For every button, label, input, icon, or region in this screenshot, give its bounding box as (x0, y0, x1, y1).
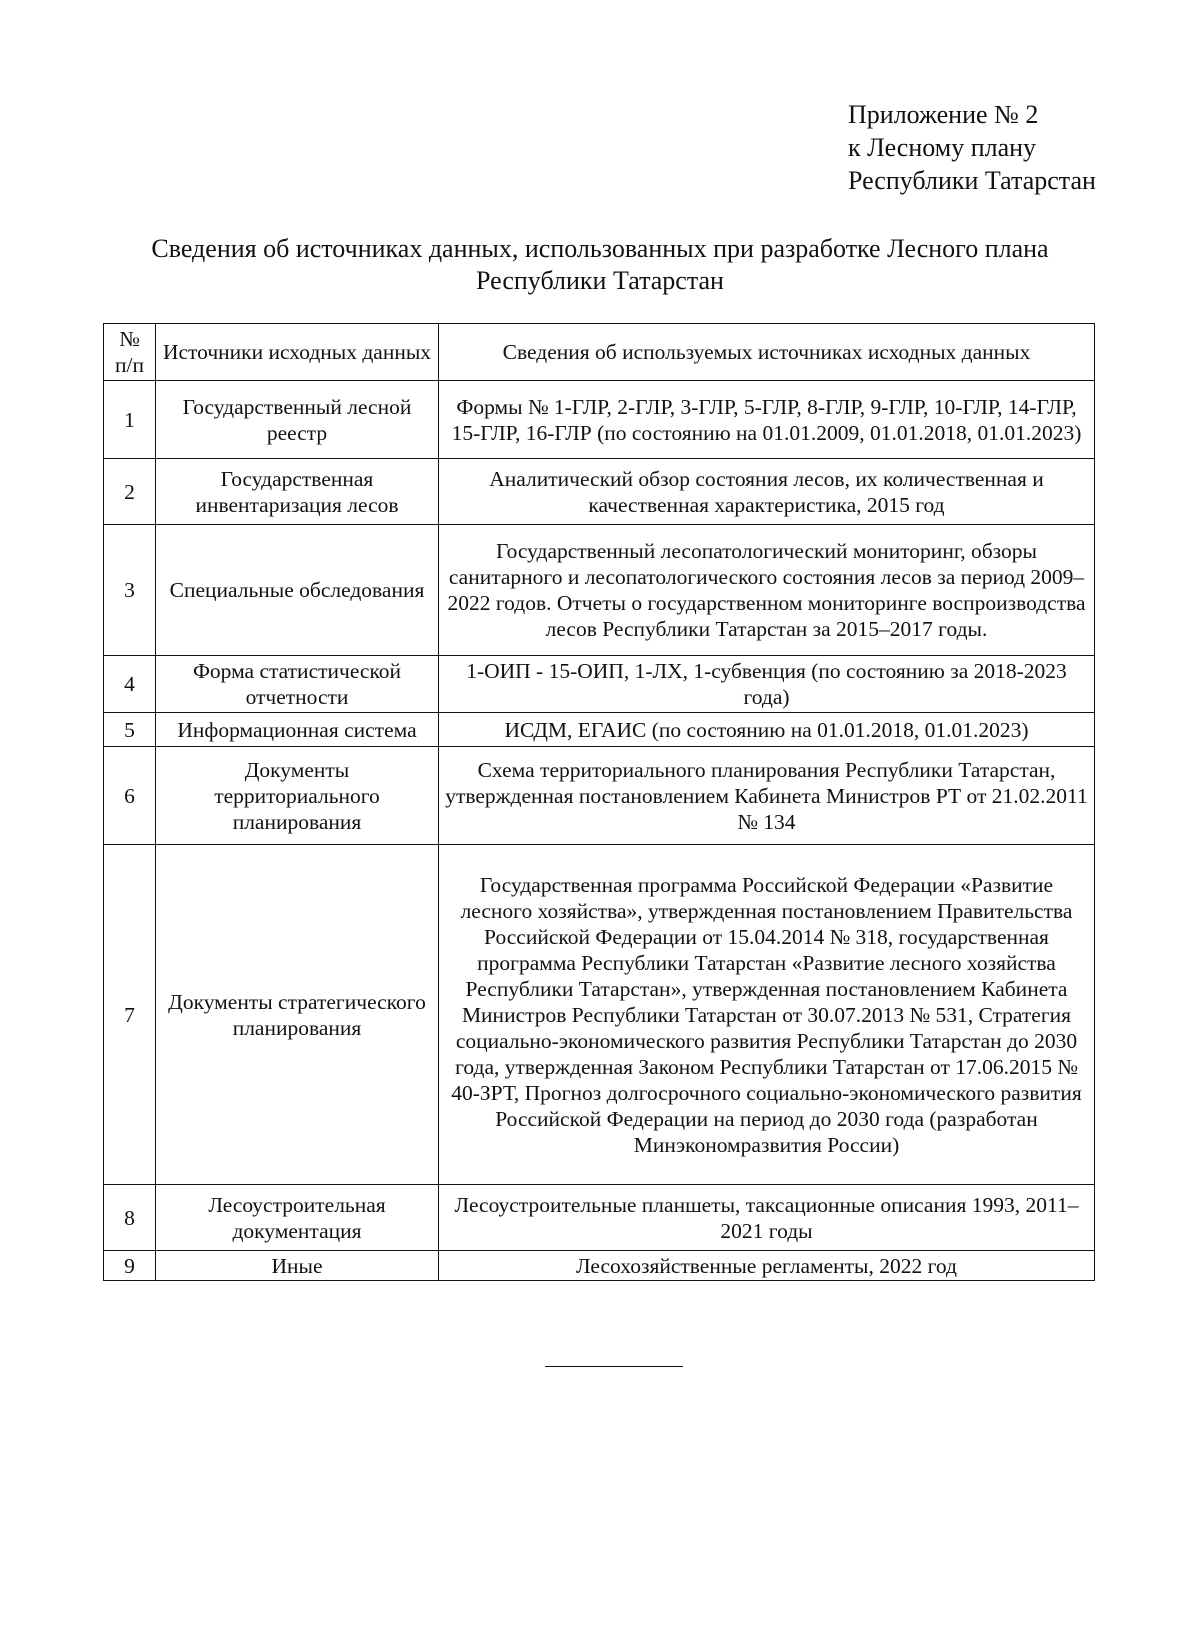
row-number: 9 (104, 1251, 156, 1281)
header-info: Сведения об используемых источниках исходных данных (439, 324, 1095, 381)
row-info: Формы № 1-ГЛР, 2-ГЛР, 3-ГЛР, 5-ГЛР, 8-ГЛР, 9-ГЛР, 10-ГЛР, 14-ГЛР, 15-ГЛР, 16-ГЛР (по состоянию на 01.01.2009, 01.01.2018, 01.01.2023) (439, 381, 1095, 459)
row-source: Информационная система (156, 713, 439, 747)
table-row (104, 1185, 1095, 1251)
closing-divider (545, 1366, 683, 1367)
appendix-note (848, 98, 1096, 197)
table-row (104, 525, 1095, 656)
document-title (100, 233, 1100, 297)
row-source: Специальные обследования (156, 525, 439, 656)
row-source: Государственная инвентаризация лесов (156, 459, 439, 525)
header-source: Источники исходных данных (156, 324, 439, 381)
appendix-line-1: Приложение № 2 (848, 100, 1039, 129)
appendix-line-3: Республики Татарстан (848, 166, 1096, 195)
appendix-line-2: к Лесному плану (848, 133, 1037, 162)
row-number: 4 (104, 656, 156, 713)
table-row (104, 656, 1095, 713)
row-info: Схема территориального планирования Республики Татарстан, утвержденная постановлением Кабинета Министров РТ от 21.02.2011 № 134 (439, 747, 1095, 845)
row-info: Государственный лесопатологический мониторинг, обзоры санитарного и лесопатологического состояния лесов за период 2009–2022 годов. Отчеты о государственном мониторинге воспроизводства лесов Республики Татарстан за 2015–2017 годы. (439, 525, 1095, 656)
title-line-2: Республики Татарстан (476, 266, 724, 295)
table-row (104, 1251, 1095, 1281)
row-info: 1-ОИП - 15-ОИП, 1-ЛХ, 1-субвенция (по состоянию за 2018-2023 года) (439, 656, 1095, 713)
row-source: Иные (156, 1251, 439, 1281)
table-row (104, 459, 1095, 525)
row-number: 8 (104, 1185, 156, 1251)
row-number: 2 (104, 459, 156, 525)
row-source: Документы стратегического планирования (156, 845, 439, 1185)
row-number: 6 (104, 747, 156, 845)
row-number: 7 (104, 845, 156, 1185)
row-info: Лесохозяйственные регламенты, 2022 год (439, 1251, 1095, 1281)
title-line-1: Сведения об источниках данных, использованных при разработке Лесного плана (151, 234, 1049, 263)
row-source: Лесоустроительная документация (156, 1185, 439, 1251)
row-info: ИСДМ, ЕГАИС (по состоянию на 01.01.2018, 01.01.2023) (439, 713, 1095, 747)
table-header-row (104, 324, 1095, 381)
table-row (104, 845, 1095, 1185)
row-source: Государственный лесной реестр (156, 381, 439, 459)
table-row (104, 713, 1095, 747)
row-source: Документы территориального планирования (156, 747, 439, 845)
row-info: Лесоустроительные планшеты, таксационные описания 1993, 2011–2021 годы (439, 1185, 1095, 1251)
row-number: 3 (104, 525, 156, 656)
header-number: № п/п (104, 324, 156, 381)
row-info: Государственная программа Российской Федерации «Развитие лесного хозяйства», утвержденная постановлением Правительства Российской Федерации от 15.04.2014 № 318, государственная программа Республики Татарстан «Развитие лесного хозяйства Республики Татарстан», утвержденная постановлением Кабинета Министров Республики Татарстан от 30.07.2013 № 531, Стратегия социально-экономического развития Республики Татарстан до 2030 года, утвержденная Законом Республики Татарстан от 17.06.2015 № 40-ЗРТ, Прогноз долгосрочного социально-экономического развития Российской Федерации на период до 2030 года (разработан Минэкономразвития России) (439, 845, 1095, 1185)
sources-table (103, 323, 1095, 1281)
table-row (104, 747, 1095, 845)
row-info: Аналитический обзор состояния лесов, их количественная и качественная характеристика, 2015 год (439, 459, 1095, 525)
row-source: Форма статистической отчетности (156, 656, 439, 713)
table-row (104, 381, 1095, 459)
row-number: 1 (104, 381, 156, 459)
row-number: 5 (104, 713, 156, 747)
